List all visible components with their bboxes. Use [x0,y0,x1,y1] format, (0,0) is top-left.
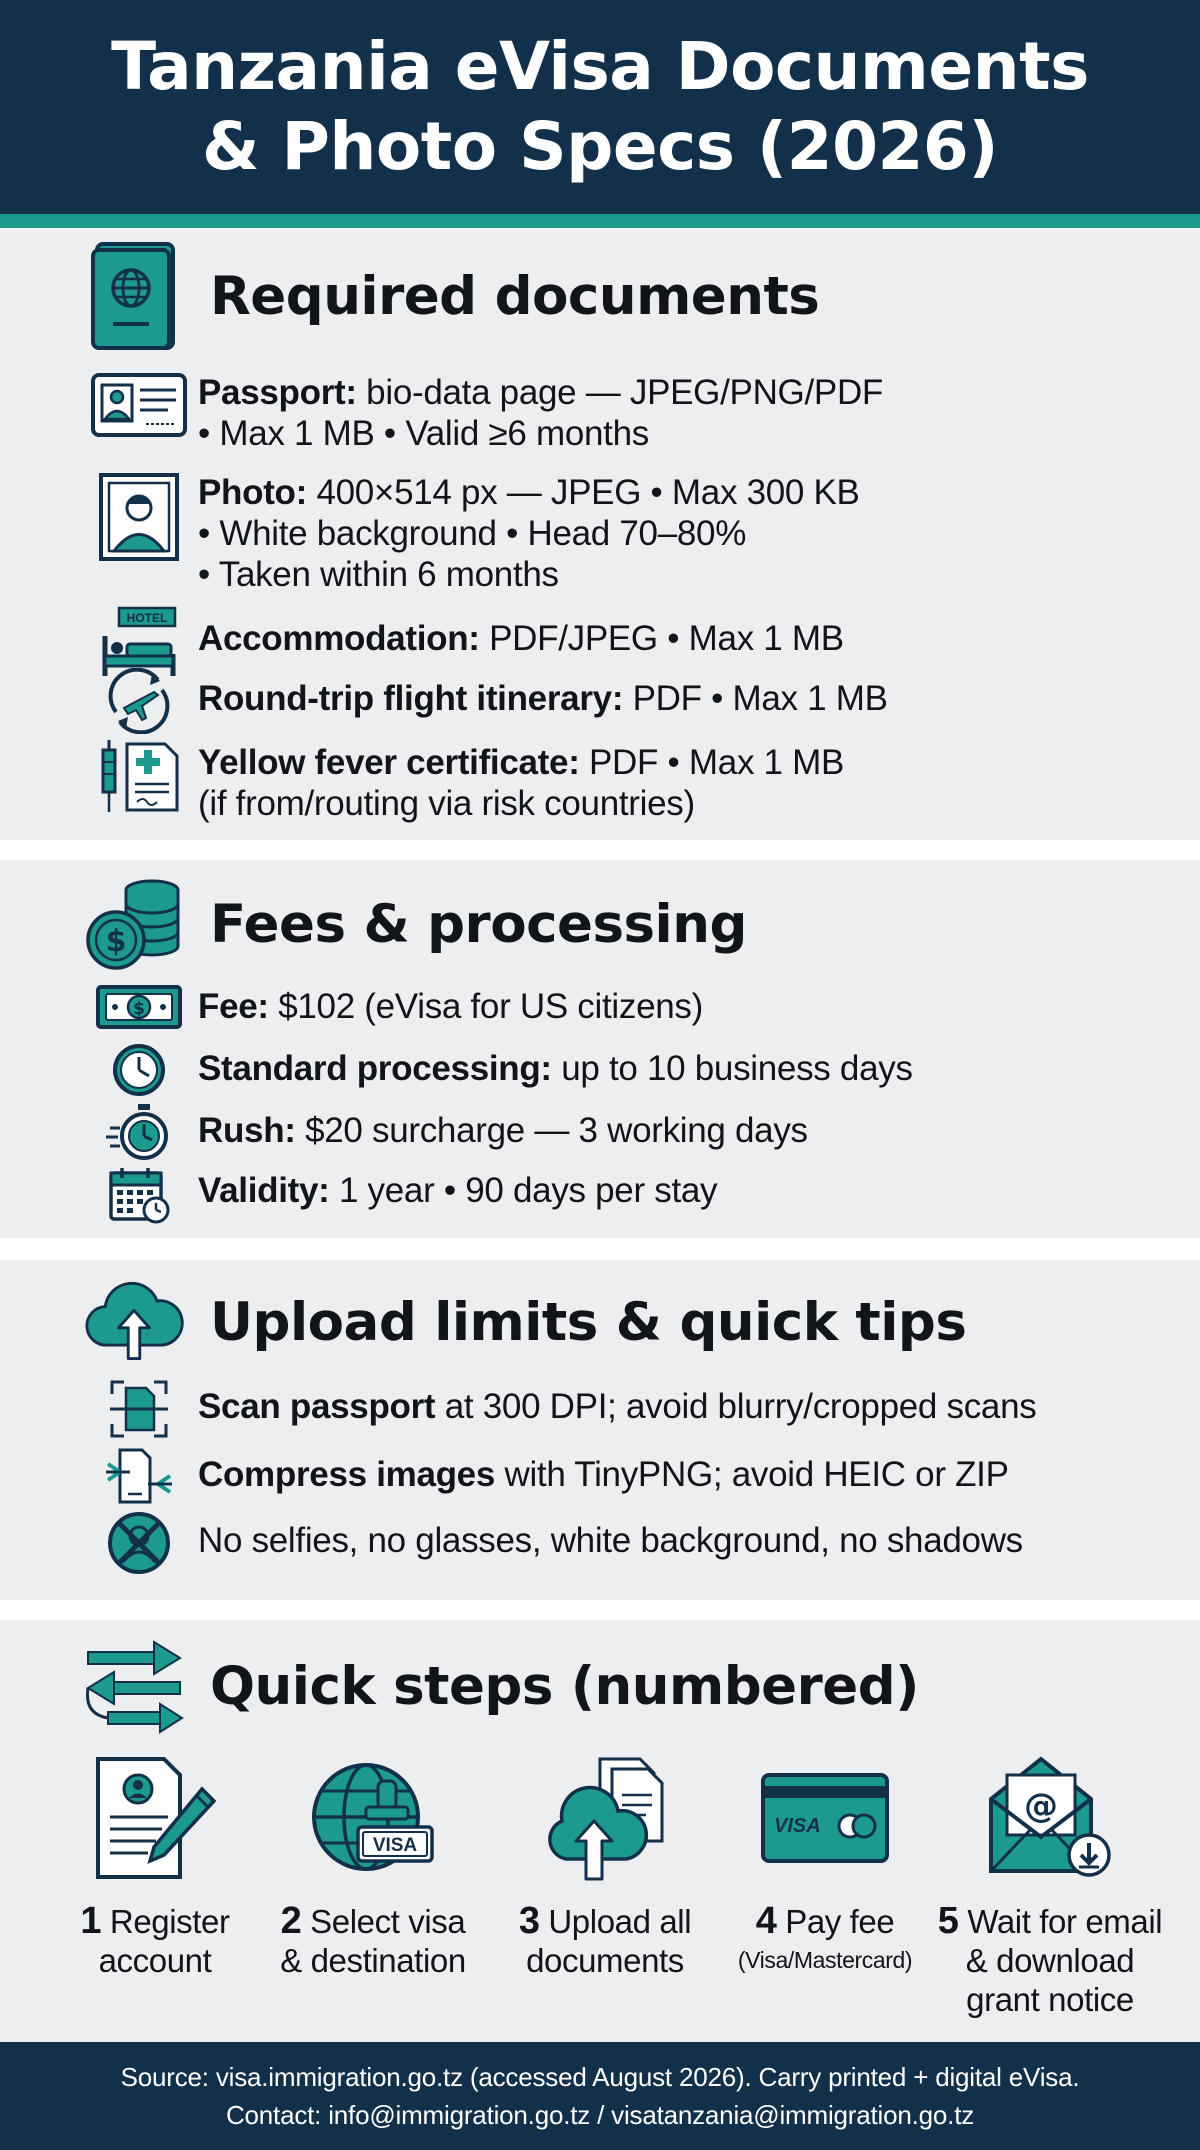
section-header [84,874,747,974]
item-label: Standard processing: [198,1049,552,1088]
item-label: Passport: [198,373,357,412]
item-detail: with TinyPNG; avoid HEIC or ZIP [504,1455,1009,1494]
list-item-passport [84,372,883,454]
item-detail: • Taken within 6 months [198,555,559,594]
section-header [84,246,819,346]
globe-stamp-icon [308,1750,438,1886]
item-detail: $20 surcharge — 3 working days [305,1111,808,1150]
item-label: Validity: [198,1171,330,1210]
section-required-documents [0,228,1200,840]
step-label: Upload all [548,1903,692,1940]
step-register [40,1750,270,1980]
item-detail: 400×514 px — JPEG • Max 300 KB [316,473,860,512]
list-item-standard-processing [84,1042,913,1098]
section-title: Upload limits & quick tips [210,1291,967,1353]
register-form-icon [90,1750,220,1886]
section-title: Fees & processing [210,893,747,955]
svg-text:$: $ [105,924,127,959]
item-label: Yellow fever certificate: [198,743,580,782]
clock-icon [84,1042,194,1098]
item-detail: bio-data page — JPEG/PNG/PDF [366,373,883,412]
step-number: 4 [755,1900,777,1942]
portrait-photo-icon [84,472,194,562]
no-selfie-icon [84,1510,194,1576]
step-label: (Visa/Mastercard) [737,1947,913,1973]
section-header [84,1636,919,1736]
item-detail: up to 10 business days [561,1049,913,1088]
scan-icon [84,1378,194,1440]
vaccine-certificate-icon [84,738,194,814]
step-number: 5 [937,1900,959,1942]
email-download-icon [985,1750,1115,1886]
hotel-sign-text: HOTEL [126,611,168,625]
step-label: Pay fee [785,1903,895,1940]
item-label: Compress images [198,1455,496,1494]
page-title-line-1: Tanzania eVisa Documents [111,28,1089,105]
list-item-flight-itinerary [84,668,888,734]
item-label: Scan passport [198,1387,436,1426]
header-accent-bar [0,214,1200,228]
step-pay-fee [710,1750,940,1980]
item-detail: No selfies, no glasses, white background, no shadows [198,1521,1023,1560]
flight-icon [84,668,194,734]
list-item-yellow-fever [84,738,844,824]
cloud-documents-icon [540,1750,670,1886]
id-card-icon [84,372,194,438]
step-wait-email [935,1750,1165,2019]
stopwatch-icon [84,1104,194,1162]
item-detail: • Max 1 MB • Valid ≥6 months [198,414,649,453]
cloud-upload-icon [84,1272,184,1372]
compress-icon [84,1446,194,1506]
section-title: Quick steps (numbered) [210,1655,919,1717]
list-item-compress-images [84,1446,1009,1506]
item-detail: (if from/routing via risk countries) [198,784,695,823]
svg-text:$: $ [133,999,145,1019]
step-label: grant notice [966,1981,1134,2018]
arrows-flow-icon [84,1636,184,1736]
calendar-icon [84,1166,194,1224]
stamp-text: VISA [372,1835,418,1856]
email-at-symbol: @ [1024,1786,1058,1826]
step-number: 1 [80,1900,102,1942]
item-label: Rush: [198,1111,296,1150]
list-item-photo-rules [84,1510,1023,1576]
step-label: & destination [280,1942,466,1979]
passport-icon [84,246,184,346]
banknote-icon [84,984,194,1030]
list-item-photo [84,472,860,595]
footer-contact: Contact: info@immigration.go.tz / visatanzania@immigration.go.tz [225,2100,975,2130]
item-detail: $102 (eVisa for US citizens) [278,987,703,1026]
section-upload-tips [0,1260,1200,1600]
coins-icon [84,874,184,974]
list-item-fee [84,984,703,1030]
item-detail: • White background • Head 70–80% [198,514,747,553]
item-label: Accommodation: [198,619,480,658]
item-detail: at 300 DPI; avoid blurry/cropped scans [444,1387,1037,1426]
item-label: Fee: [198,987,269,1026]
page-title-line-2: & Photo Specs (2026) [201,108,999,185]
page-header [0,0,1200,214]
step-label: Select visa [310,1903,466,1940]
step-upload-documents [490,1750,720,1980]
step-label: documents [526,1942,684,1979]
list-item-scan-passport [84,1378,1036,1440]
section-title: Required documents [210,265,820,327]
footer-source: Source: visa.immigration.go.tz (accessed August 2026). Carry printed + digital eVisa. [120,2062,1080,2092]
steps-list [0,1750,1200,2030]
list-item-validity [84,1166,717,1224]
item-detail: PDF • Max 1 MB [632,679,888,718]
section-header [84,1272,966,1372]
item-label: Photo: [198,473,307,512]
item-detail: PDF • Max 1 MB [589,743,845,782]
section-fees-processing [0,860,1200,1238]
step-label: & download [965,1942,1135,1979]
credit-card-icon [760,1750,890,1886]
item-label: Round-trip flight itinerary: [198,679,624,718]
step-number: 3 [518,1900,540,1942]
step-label: account [98,1942,212,1979]
page-footer [0,2042,1200,2150]
step-number: 2 [280,1900,302,1942]
step-select-visa [258,1750,488,1980]
item-detail: 1 year • 90 days per stay [338,1171,718,1210]
item-detail: PDF/JPEG • Max 1 MB [489,619,844,658]
step-label: Wait for email [967,1903,1163,1940]
card-brand-text: VISA [774,1815,821,1837]
step-label: Register [109,1903,230,1940]
list-item-rush [84,1104,808,1162]
